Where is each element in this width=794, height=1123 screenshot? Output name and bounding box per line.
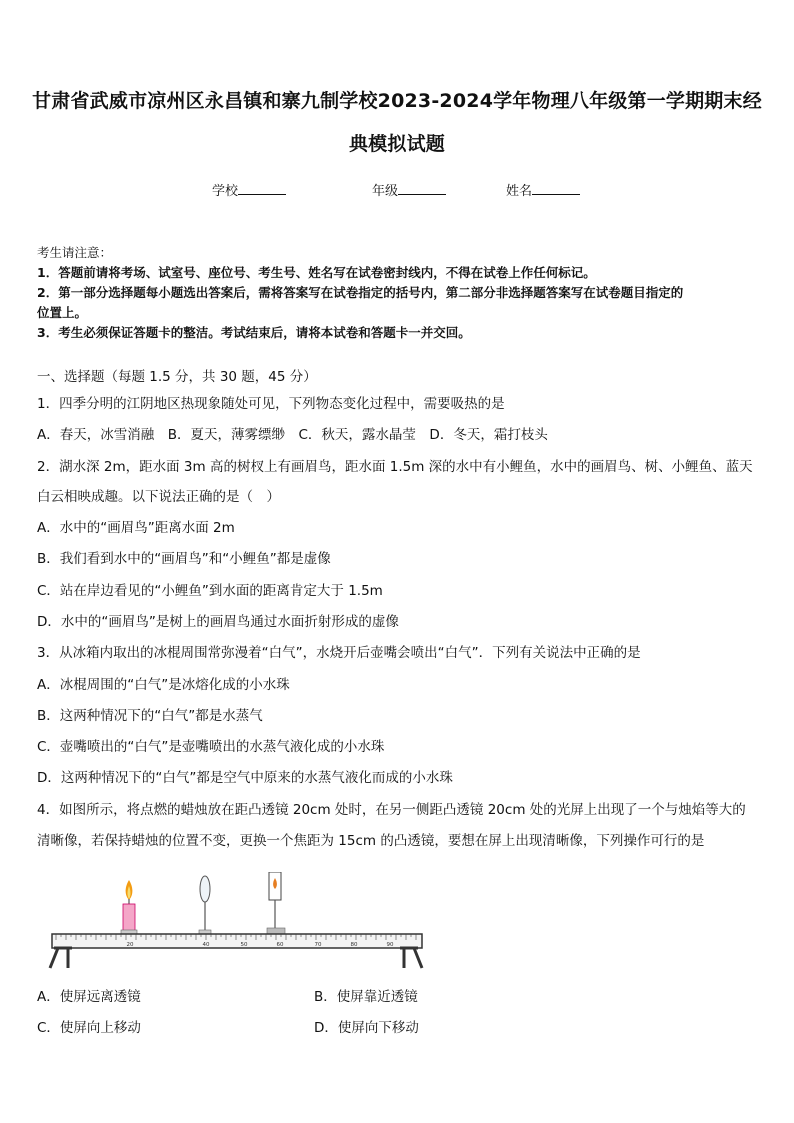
grade-field (372, 180, 446, 199)
bench-tick-label: 20 (126, 942, 134, 948)
optical-bench-figure (48, 872, 440, 972)
screen-icon (267, 872, 285, 934)
question-1-options: A．春天，冰雪消融 B．夏天，薄雾缥缈 C．秋天，露水晶莹 D．冬天，霜打枝头 (37, 427, 548, 443)
question-2-option-d: D．水中的“画眉鸟”是树上的画眉鸟通过水面折射形成的虚像 (37, 614, 399, 630)
question-2-stem-continued: 白云相映成趣。以下说法正确的是（ ） (37, 489, 280, 505)
question-4-option-d: D．使屏向下移动 (314, 1020, 419, 1036)
notice-heading: 考生请注意： (37, 245, 113, 260)
question-3-option-a: A．冰棍周围的“白气”是冰熔化成的小水珠 (37, 677, 290, 693)
lens-icon (199, 876, 211, 934)
question-1-stem: 1．四季分明的江阴地区热现象随处可见，下列物态变化过程中，需要吸热的是 (37, 396, 505, 412)
bench-tick-label: 90 (386, 942, 394, 948)
bench-tick-label: 50 (240, 942, 248, 948)
notice-item: 3．考生必须保证答题卡的整洁。考试结束后，请将本试卷和答题卡一并交回。 (37, 325, 471, 340)
question-2-option-a: A．水中的“画眉鸟”距离水面 2m (37, 520, 235, 536)
bench-leg-right (400, 948, 422, 968)
name-blank (532, 182, 580, 195)
exam-title: 甘肃省武威市凉州区永昌镇和寨九制学校2023-2024学年物理八年级第一学期期末经 (32, 90, 762, 112)
grade-blank (398, 182, 446, 195)
section-heading: 一、选择题（每题 1.5 分，共 30 题，45 分） (37, 369, 317, 385)
bench-tick-label: 80 (350, 942, 358, 948)
school-blank (238, 182, 286, 195)
optical-bench-drawing (48, 872, 440, 972)
school-field (212, 180, 286, 199)
notice-item: 2．第一部分选择题每小题选出答案后，需将答案写在试卷指定的括号内，第二部分非选择题答案写在试卷题目指定的 (37, 285, 684, 300)
notice-block (37, 243, 762, 343)
bench-rail (52, 934, 422, 948)
bench-leg-left (50, 948, 72, 968)
notice-item: 1．答题前请将考场、试室号、座位号、考生号、姓名写在试卷密封线内，不得在试卷上作任何标记。 (37, 265, 596, 280)
question-4-option-c: C．使屏向上移动 (37, 1020, 141, 1036)
question-3-stem: 3．从冰箱内取出的冰棍周围常弥漫着“白气”，水烧开后壶嘴会喷出“白气”．下列有关说法中正确的是 (37, 645, 641, 661)
name-label: 姓名 (506, 184, 533, 199)
question-3-option-c: C．壶嘴喷出的“白气”是壶嘴喷出的水蒸气液化成的小水珠 (37, 739, 385, 755)
notice-item: 位置上。 (37, 305, 88, 320)
question-2-option-c: C．站在岸边看见的“小鲤鱼”到水面的距离肯定大于 1.5m (37, 583, 383, 599)
grade-label: 年级 (372, 184, 399, 199)
question-4-option-b: B．使屏靠近透镜 (314, 989, 418, 1005)
bench-tick-label: 60 (276, 942, 284, 948)
school-label: 学校 (212, 184, 239, 199)
bench-tick-label: 40 (202, 942, 210, 948)
question-4-option-a: A．使屏远离透镜 (37, 989, 141, 1005)
bench-tick-label: 70 (314, 942, 322, 948)
exam-title-continued: 典模拟试题 (348, 133, 445, 155)
name-field (506, 180, 580, 199)
question-2-option-b: B．我们看到水中的“画眉鸟”和“小鲤鱼”都是虚像 (37, 551, 331, 567)
candle-icon (121, 880, 137, 934)
question-3-option-d: D．这两种情况下的“白气”都是空气中原来的水蒸气液化而成的小水珠 (37, 770, 453, 786)
question-2-stem: 2．湖水深 2m，距水面 3m 高的树杈上有画眉鸟，距水面 1.5m 深的水中有小鲤鱼，水中的画眉鸟、树、小鲤鱼、蓝天 (37, 459, 753, 475)
question-3-option-b: B．这两种情况下的“白气”都是水蒸气 (37, 708, 263, 724)
question-4-stem-continued: 清晰像，若保持蜡烛的位置不变，更换一个焦距为 15cm 的凸透镜，要想在屏上出现清晰像，下列操作可行的是 (37, 833, 705, 849)
question-4-stem: 4．如图所示，将点燃的蜡烛放在距凸透镜 20cm 处时，在另一侧距凸透镜 20cm 处的光屏上出现了一个与烛焰等大的 (37, 802, 746, 818)
